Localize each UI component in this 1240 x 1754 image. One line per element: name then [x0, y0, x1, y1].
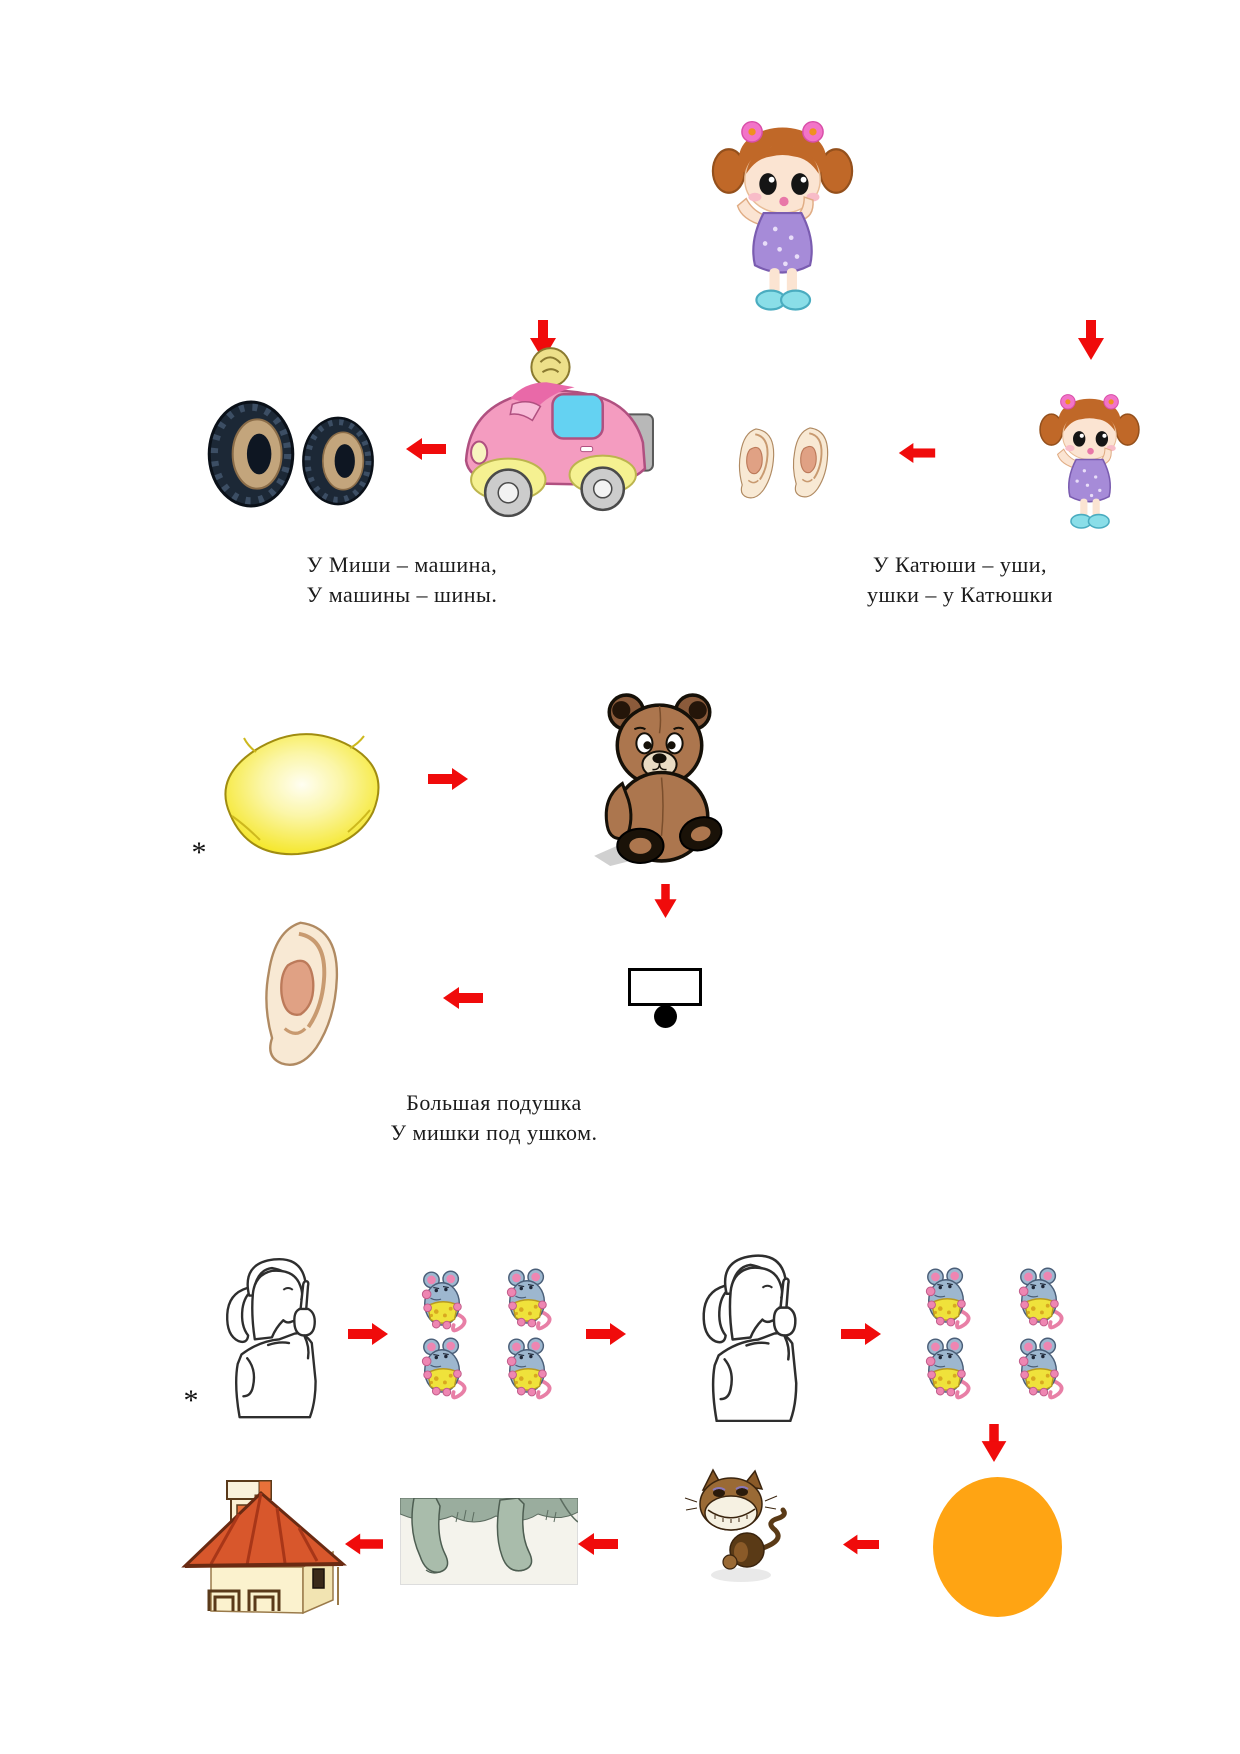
shushing-girl-image — [213, 1248, 327, 1422]
left-arrow-icon — [405, 438, 447, 460]
mouse-image — [418, 1337, 468, 1401]
tire-image — [300, 414, 376, 508]
misha-caption — [222, 550, 582, 610]
podushka-caption-line2: У мишки под ушком. — [390, 1120, 598, 1145]
pillow-image — [212, 718, 394, 868]
asterisk-marker: * — [191, 836, 207, 869]
mouse-image — [1015, 1337, 1065, 1401]
shushing-girl-image — [688, 1248, 809, 1422]
under-symbol-dot — [654, 1005, 677, 1028]
mouse-image — [922, 1337, 972, 1401]
left-arrow-icon — [578, 1533, 618, 1555]
asterisk-marker: * — [183, 1384, 199, 1417]
misha-caption-line2: У машины – шины. — [306, 582, 498, 607]
right-arrow-icon — [841, 1323, 881, 1345]
misha-caption-line1: У Миши – машина, — [306, 552, 498, 577]
ear-image — [733, 424, 779, 506]
down-arrow-icon — [654, 884, 677, 918]
toy-car-image — [452, 342, 658, 528]
mouse-image — [1015, 1267, 1065, 1331]
right-arrow-icon — [348, 1323, 388, 1345]
podushka-caption — [314, 1088, 674, 1148]
ear-image — [787, 423, 833, 505]
orange-circle — [933, 1477, 1062, 1617]
mouse-image — [503, 1337, 553, 1401]
left-arrow-icon — [898, 443, 936, 463]
down-arrow-icon — [1078, 320, 1104, 360]
left-arrow-icon — [443, 987, 483, 1009]
right-arrow-icon — [428, 768, 468, 790]
mouse-image — [922, 1267, 972, 1331]
podushka-caption-line1: Большая подушка — [406, 1090, 582, 1115]
katyusha-caption-line1: У Катюши – уши, — [872, 552, 1048, 577]
cat-image — [683, 1468, 791, 1586]
left-arrow-icon — [843, 1534, 879, 1555]
under-symbol-rectangle — [628, 968, 702, 1006]
mouse-image — [503, 1268, 553, 1332]
teddy-bear-image — [588, 685, 731, 873]
doll-girl-image — [710, 112, 855, 317]
mouse-image — [418, 1270, 468, 1334]
katyusha-caption-line2: ушки – у Катюшки — [867, 582, 1053, 607]
tire-image — [205, 398, 297, 510]
small-doll-girl-image — [1038, 388, 1141, 533]
katyusha-caption — [780, 550, 1140, 610]
house-image — [181, 1470, 347, 1622]
left-arrow-icon — [345, 1533, 383, 1555]
big-ear-image — [253, 918, 348, 1076]
down-arrow-icon — [981, 1424, 1007, 1462]
animal-legs-image — [400, 1498, 578, 1585]
right-arrow-icon — [586, 1323, 626, 1345]
